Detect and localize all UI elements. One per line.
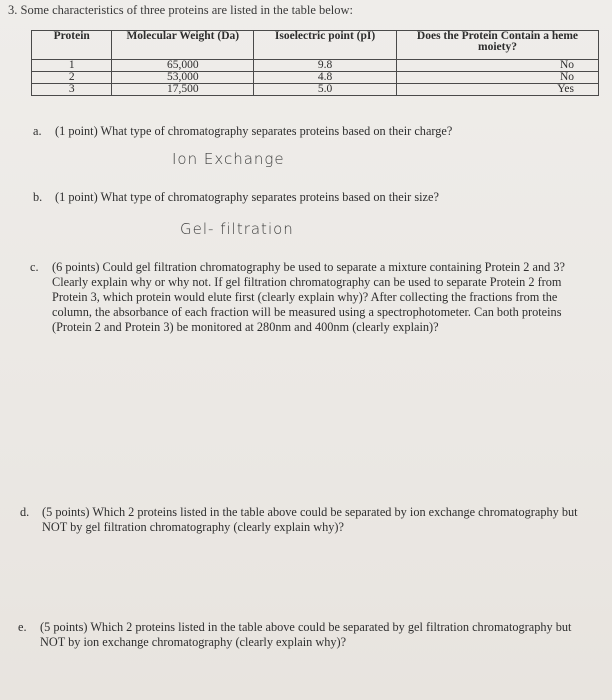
cell-isoelectric-point: 5.0 <box>254 84 397 96</box>
question-3-header: 3. Some characteristics of three proteins are listed in the table below: <box>8 3 354 17</box>
question-b-text: (1 point) What type of chromatography separates proteins based on their size? <box>55 190 439 204</box>
table-header-row <box>32 31 599 60</box>
cell-heme: Yes <box>396 84 598 96</box>
question-d-label: d. <box>20 505 30 519</box>
header-isoelectric-point: Isoelectric point (pI) <box>254 31 397 60</box>
cell-isoelectric-point: 9.8 <box>254 60 397 72</box>
table-row <box>32 84 599 96</box>
cell-heme: No <box>396 72 598 84</box>
cell-protein: 3 <box>32 84 112 96</box>
question-c-label: c. <box>30 260 39 274</box>
header-heme-moiety: Does the Protein Contain a heme moiety? <box>396 31 598 60</box>
question-e <box>18 620 590 650</box>
answer-a: Ion Exchange <box>172 150 285 168</box>
cell-molecular-weight: 17,500 <box>112 84 254 96</box>
cell-protein: 2 <box>32 72 112 84</box>
header-molecular-weight: Molecular Weight (Da) <box>112 31 254 60</box>
question-d-text: (5 points) Which 2 proteins listed in the table above could be separated by ion exchange chromatography but NOT by gel filtration chromatography (clearly explain why)? <box>42 505 578 534</box>
question-a-label: a. <box>33 124 42 138</box>
question-b-label: b. <box>33 190 43 204</box>
header-protein: Protein <box>32 31 112 60</box>
protein-table <box>31 30 599 96</box>
cell-molecular-weight: 65,000 <box>112 60 254 72</box>
question-a <box>33 124 593 139</box>
cell-molecular-weight: 53,000 <box>112 72 254 84</box>
cell-heme: No <box>396 60 598 72</box>
cell-protein: 1 <box>32 60 112 72</box>
question-a-text: (1 point) What type of chromatography separates proteins based on their charge? <box>55 124 453 138</box>
question-e-text: (5 points) Which 2 proteins listed in the table above could be separated by gel filtration chromatography but NOT by ion exchange chromatography (clearly explain why)? <box>40 620 572 649</box>
table-row <box>32 60 599 72</box>
question-b <box>33 190 593 205</box>
question-e-label: e. <box>18 620 27 634</box>
cell-isoelectric-point: 4.8 <box>254 72 397 84</box>
question-c-text: (6 points) Could gel filtration chromatography be used to separate a mixture containing Protein 2 and 3? Clearly explain why or why not. If gel filtration chromatography can be used to separate Protein 2 from Protein 3, which protein would elute first (clearly explain why)? After collecting the fractions from the column, the absorbance of each fraction will be measured using a spectrophotometer. Can both proteins (Protein 2 and Protein 3) be monitored at 280nm and 400nm (clearly explain)? <box>52 260 565 334</box>
question-c <box>30 260 586 335</box>
question-d <box>20 505 590 535</box>
table-row <box>32 72 599 84</box>
answer-b: Gel- filtration <box>180 220 294 238</box>
